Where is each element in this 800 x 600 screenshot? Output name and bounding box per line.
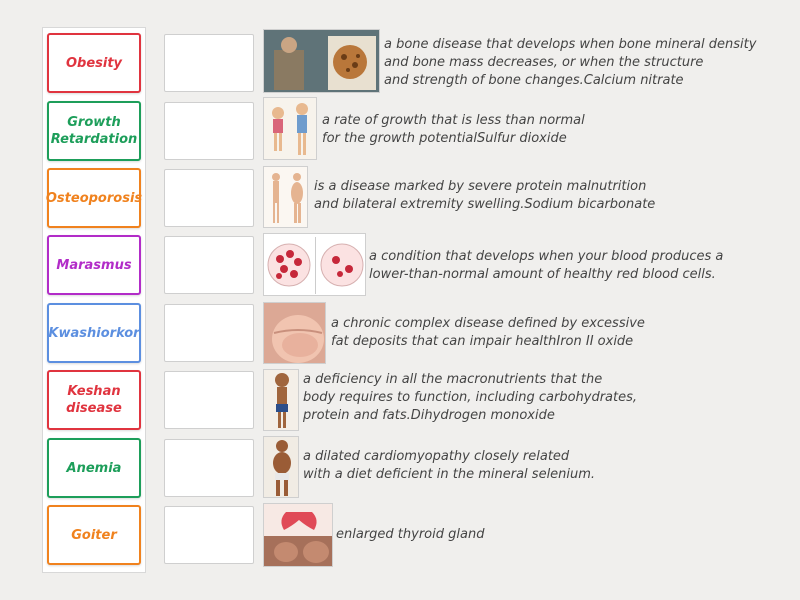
children-growth-icon (263, 97, 317, 160)
obese-belly-icon (263, 302, 326, 364)
drop-slot[interactable] (164, 236, 254, 294)
description-text: a condition that develops when your blood produces a lower-than-normal amount of healthy red blood cells. (369, 249, 724, 282)
drop-slot[interactable] (164, 371, 254, 429)
body-swelling-icon (263, 166, 308, 228)
term-tile-growth-retardation[interactable]: Growth Retardation (47, 101, 141, 161)
description-text: is a disease marked by severe protein malnutrition and bilateral extremity swelling.Sodium bicarbonate (314, 179, 656, 212)
description-text: a dilated cardiomyopathy closely related with a diet deficient in the mineral selenium. (303, 449, 596, 482)
term-tile-obesity[interactable]: Obesity (47, 33, 141, 93)
description-text: a deficiency in all the macronutrients that the body requires to function, including carbohydrates, protein and fats.Dihydrogen monoxide (303, 372, 638, 423)
drop-slot[interactable] (164, 304, 254, 362)
term-tile-goiter[interactable]: Goiter (47, 505, 141, 565)
term-tile-osteoporosis[interactable]: Osteoporosis (47, 168, 141, 228)
description-text: a bone disease that develops when bone mineral density and bone mass decreases, or when the structure and strength of bone changes.Calcium nitrate (384, 37, 757, 88)
description-text: a chronic complex disease defined by excessive fat deposits that can impair healthIron II oxide (331, 316, 645, 349)
swollen-child-icon (263, 436, 299, 498)
term-tile-anemia[interactable]: Anemia (47, 438, 141, 498)
term-tile-keshan-disease[interactable]: Keshan disease (47, 370, 141, 430)
osteoporosis-photo-icon (263, 29, 380, 93)
blood-cells-icon (263, 233, 366, 296)
drop-slot[interactable] (164, 102, 254, 160)
thyroid-goiter-icon (263, 503, 333, 567)
description-text: enlarged thyroid gland (336, 527, 485, 542)
drop-slot[interactable] (164, 169, 254, 227)
term-tile-kwashiorkor[interactable]: Kwashiorkor (47, 303, 141, 363)
thin-child-icon (263, 369, 299, 431)
drop-slot[interactable] (164, 34, 254, 92)
drop-slot[interactable] (164, 439, 254, 497)
drop-slot[interactable] (164, 506, 254, 564)
term-tile-marasmus[interactable]: Marasmus (47, 235, 141, 295)
description-text: a rate of growth that is less than normal for the growth potentialSulfur dioxide (322, 113, 585, 146)
